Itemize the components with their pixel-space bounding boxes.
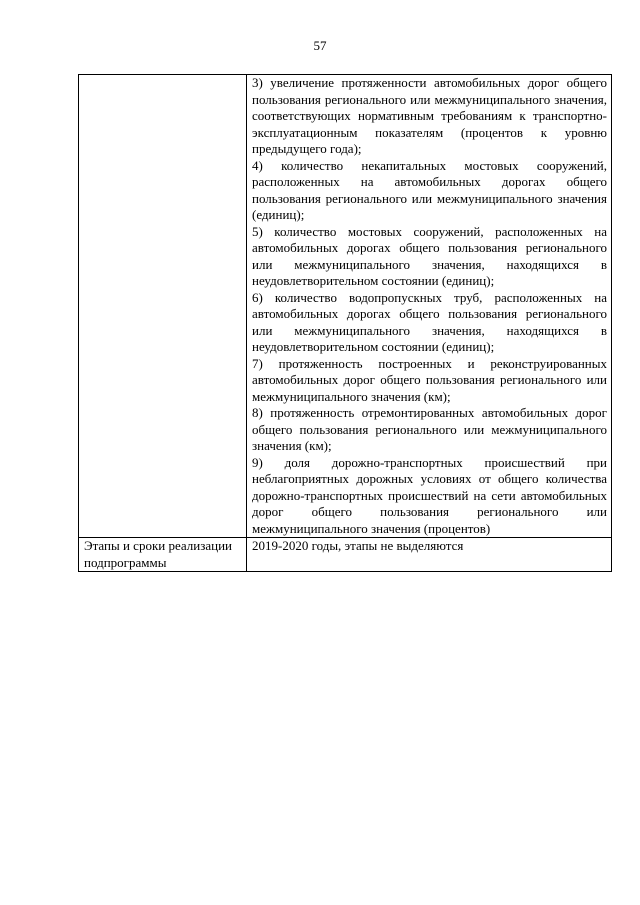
indicator-item: 7) протяженность построенных и реконструированных автомобильных дорог общего пользования регионального или межмуниципального значения (км); bbox=[252, 355, 607, 404]
stages-label-cell: Этапы и сроки реализации подпрограммы bbox=[79, 538, 247, 572]
indicator-item: 3) увеличение протяженности автомобильных дорог общего пользования регионального или межмуниципального значения, соответствующих нормативным требованиям к транспортно-эксплуатационным показателям (процентов к уровню предыдущего года); bbox=[252, 75, 607, 156]
stages-value-cell: 2019-2020 годы, этапы не выделяются bbox=[247, 538, 612, 572]
indicator-item: 5) количество мостовых сооружений, расположенных на автомобильных дорогах общего пользования регионального или межмуниципального значения, находящихся в неудовлетворительном состоянии (единиц); bbox=[252, 223, 607, 288]
indicator-item: 9) доля дорожно-транспортных происшествий при неблагоприятных дорожных условиях от общего количества дорожно-транспортных происшествий на сети автомобильных дорог общего пользования регионального или межмуниципального значения (процентов) bbox=[252, 454, 607, 536]
table-row bbox=[79, 75, 612, 538]
indicator-item: 6) количество водопропускных труб, расположенных на автомобильных дорогах общего пользования регионального или межмуниципального значения, находящихся в неудовлетворительном состоянии (единиц); bbox=[252, 289, 607, 354]
indicator-item: 4) количество некапитальных мостовых сооружений, расположенных на автомобильных дорогах общего пользования регионального или межмуниципального значения (единиц); bbox=[252, 157, 607, 222]
indicators-cell bbox=[247, 75, 612, 538]
row-label-cell bbox=[79, 75, 247, 538]
page-number: 57 bbox=[313, 38, 327, 53]
program-passport-table bbox=[78, 74, 612, 572]
indicator-item: 8) протяженность отремонтированных автомобильных дорог общего пользования регионального или межмуниципального значения (км); bbox=[252, 405, 607, 453]
table-row bbox=[79, 538, 612, 572]
